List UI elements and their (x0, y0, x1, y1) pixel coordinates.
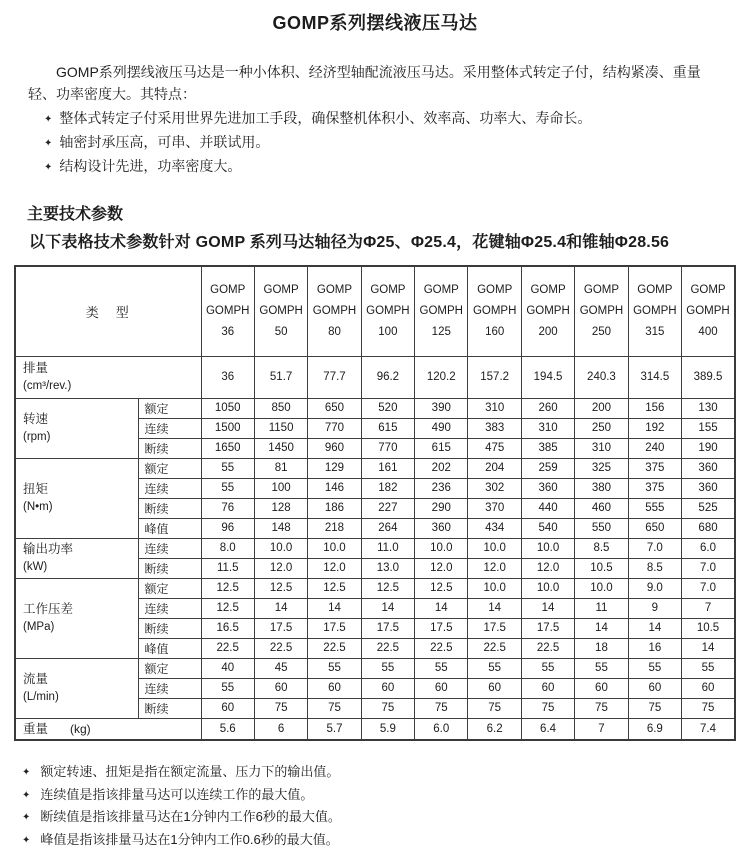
spec-value-cell: 22.5 (201, 638, 254, 658)
model-size-label: 160 (468, 322, 520, 343)
parameter-label-cell (15, 538, 138, 578)
spec-value-cell: 850 (254, 398, 307, 418)
spec-value-cell: 60 (201, 698, 254, 718)
rating-condition-cell: 额定 (138, 578, 201, 598)
spec-value-cell: 250 (575, 418, 628, 438)
spec-value-cell: 156 (628, 398, 681, 418)
spec-value-cell: 16.5 (201, 618, 254, 638)
spec-value-cell: 555 (628, 498, 681, 518)
model-series-label: GOMPH (682, 301, 734, 322)
spec-value-cell: 240 (628, 438, 681, 458)
spec-value-cell: 12.5 (254, 578, 307, 598)
type-corner-cell: 类 型 (15, 266, 201, 356)
model-series-label: GOMPH (415, 301, 467, 322)
parameter-name: 流量 (23, 670, 138, 688)
spec-value-cell: 12.5 (415, 578, 468, 598)
rating-condition-cell: 断续 (138, 698, 201, 718)
spec-value-cell: 490 (415, 418, 468, 438)
rating-condition-cell: 连续 (138, 678, 201, 698)
spec-value-cell: 75 (361, 698, 414, 718)
spec-value-cell: 310 (575, 438, 628, 458)
spec-value-cell: 55 (628, 658, 681, 678)
spec-value-cell: 55 (415, 658, 468, 678)
spec-value-cell: 310 (468, 398, 521, 418)
model-series-label: GOMPH (468, 301, 520, 322)
rating-condition-cell: 断续 (138, 438, 201, 458)
model-series-label: GOMP (308, 280, 360, 301)
spec-value-cell: 17.5 (415, 618, 468, 638)
spec-value-cell: 14 (682, 638, 735, 658)
parameter-name: 扭矩 (23, 480, 138, 498)
spec-value-cell: 45 (254, 658, 307, 678)
model-series-label: GOMPH (629, 301, 681, 322)
spec-value-cell: 11 (575, 598, 628, 618)
spec-value-cell: 310 (521, 418, 574, 438)
spec-value-cell: 7 (682, 598, 735, 618)
footnotes (22, 761, 750, 851)
spec-value-cell: 227 (361, 498, 414, 518)
spec-value-cell: 12.0 (468, 558, 521, 578)
spec-value-cell: 615 (415, 438, 468, 458)
spec-value-cell: 9 (628, 598, 681, 618)
list-item (44, 131, 720, 155)
spec-value-cell: 1450 (254, 438, 307, 458)
spec-value-cell: 10.0 (468, 578, 521, 598)
feature-text: 轴密封承压高，可串、并联试用。 (59, 134, 269, 150)
spec-value-cell: 260 (521, 398, 574, 418)
model-column-header (415, 266, 468, 356)
spec-value-cell: 10.0 (575, 578, 628, 598)
spec-value-cell: 12.0 (254, 558, 307, 578)
model-size-label: 100 (362, 322, 414, 343)
rating-condition-cell: 断续 (138, 618, 201, 638)
model-size-label: 250 (575, 322, 627, 343)
parameter-unit: (MPa) (23, 618, 138, 636)
spec-value-cell: 60 (682, 678, 735, 698)
spec-value-cell: 5.9 (361, 718, 414, 740)
parameter-unit: (cm³/rev.) (23, 377, 201, 395)
spec-value-cell: 615 (361, 418, 414, 438)
parameter-unit: (rpm) (23, 428, 138, 446)
footnote-text: 连续值是指该排量马达可以连续工作的最大值。 (40, 787, 313, 802)
model-size-label: 80 (308, 322, 360, 343)
model-series-label: GOMPH (255, 301, 307, 322)
diamond-bullet-icon: ✦ (22, 807, 30, 829)
spec-value-cell: 360 (521, 478, 574, 498)
spec-value-cell: 218 (308, 518, 361, 538)
spec-value-cell: 12.0 (415, 558, 468, 578)
spec-value-cell: 11.5 (201, 558, 254, 578)
model-size-label: 36 (202, 322, 254, 343)
table-row (15, 458, 735, 478)
spec-value-cell: 22.5 (308, 638, 361, 658)
spec-value-cell: 10.0 (415, 538, 468, 558)
spec-value-cell: 22.5 (361, 638, 414, 658)
spec-value-cell: 76 (201, 498, 254, 518)
spec-value-cell: 60 (308, 678, 361, 698)
feature-list (44, 107, 720, 179)
spec-value-cell: 7.0 (628, 538, 681, 558)
rating-condition-cell: 连续 (138, 478, 201, 498)
footnote-text: 额定转速、扭矩是指在额定流量、压力下的输出值。 (40, 764, 339, 779)
parameter-unit: (L/min) (23, 688, 138, 706)
spec-value-cell: 12.5 (361, 578, 414, 598)
spec-value-cell: 13.0 (361, 558, 414, 578)
spec-value-cell: 55 (308, 658, 361, 678)
spec-value-cell: 36 (201, 356, 254, 398)
rating-condition-cell: 额定 (138, 398, 201, 418)
rating-condition-cell: 断续 (138, 558, 201, 578)
spec-value-cell: 434 (468, 518, 521, 538)
spec-value-cell: 60 (254, 678, 307, 698)
spec-value-cell: 60 (468, 678, 521, 698)
spec-value-cell: 383 (468, 418, 521, 438)
spec-value-cell: 10.0 (521, 538, 574, 558)
spec-value-cell: 148 (254, 518, 307, 538)
spec-value-cell: 81 (254, 458, 307, 478)
spec-value-cell: 55 (361, 658, 414, 678)
spec-value-cell: 55 (521, 658, 574, 678)
table-row (15, 398, 735, 418)
spec-value-cell: 264 (361, 518, 414, 538)
model-series-label: GOMPH (202, 301, 254, 322)
spec-value-cell: 194.5 (521, 356, 574, 398)
spec-value-cell: 12.5 (201, 598, 254, 618)
spec-value-cell: 161 (361, 458, 414, 478)
spec-value-cell: 96 (201, 518, 254, 538)
spec-value-cell: 520 (361, 398, 414, 418)
model-series-label: GOMP (522, 280, 574, 301)
footnote-text: 断续值是指该排量马达在1分钟内工作6秒的最大值。 (40, 809, 340, 824)
spec-value-cell: 55 (201, 678, 254, 698)
spec-value-cell: 960 (308, 438, 361, 458)
diamond-bullet-icon: ✦ (22, 830, 30, 851)
spec-value-cell: 6.4 (521, 718, 574, 740)
rating-condition-cell: 连续 (138, 418, 201, 438)
model-size-label: 400 (682, 322, 734, 343)
parameter-name: 转速 (23, 410, 138, 428)
model-series-label: GOMPH (308, 301, 360, 322)
spec-value-cell: 155 (682, 418, 735, 438)
spec-value-cell: 120.2 (415, 356, 468, 398)
spec-value-cell: 7.0 (682, 578, 735, 598)
model-column-header (308, 266, 361, 356)
model-series-label: GOMP (362, 280, 414, 301)
table-row (15, 356, 735, 398)
parameter-label-cell (15, 398, 138, 458)
parameter-label-cell (15, 356, 201, 398)
spec-value-cell: 55 (682, 658, 735, 678)
spec-value-cell: 202 (415, 458, 468, 478)
rating-condition-cell: 连续 (138, 598, 201, 618)
spec-value-cell: 12.0 (308, 558, 361, 578)
table-row (15, 718, 735, 740)
spec-value-cell: 6.2 (468, 718, 521, 740)
model-series-label: GOMP (255, 280, 307, 301)
footnote-line (22, 829, 750, 851)
spec-value-cell: 128 (254, 498, 307, 518)
spec-value-cell: 17.5 (468, 618, 521, 638)
spec-value-cell: 6 (254, 718, 307, 740)
spec-value-cell: 550 (575, 518, 628, 538)
spec-value-cell: 190 (682, 438, 735, 458)
model-size-label: 315 (629, 322, 681, 343)
spec-value-cell: 9.0 (628, 578, 681, 598)
spec-value-cell: 314.5 (628, 356, 681, 398)
diamond-bullet-icon: ✦ (22, 785, 30, 807)
spec-value-cell: 7.0 (682, 558, 735, 578)
spec-value-cell: 11.0 (361, 538, 414, 558)
spec-value-cell: 96.2 (361, 356, 414, 398)
spec-value-cell: 10.5 (682, 618, 735, 638)
spec-value-cell: 14 (468, 598, 521, 618)
spec-value-cell: 475 (468, 438, 521, 458)
spec-value-cell: 10.0 (521, 578, 574, 598)
model-series-label: GOMPH (522, 301, 574, 322)
spec-value-cell: 75 (682, 698, 735, 718)
spec-value-cell: 55 (468, 658, 521, 678)
spec-value-cell: 182 (361, 478, 414, 498)
spec-value-cell: 360 (682, 458, 735, 478)
spec-value-cell: 60 (628, 678, 681, 698)
spec-value-cell: 14 (521, 598, 574, 618)
spec-value-cell: 770 (361, 438, 414, 458)
spec-value-cell: 60 (575, 678, 628, 698)
diamond-bullet-icon: ✦ (44, 157, 52, 179)
model-column-header (361, 266, 414, 356)
feature-text: 整体式转定子付采用世界先进加工手段，确保整机体积小、效率高、功率大、寿命长。 (59, 110, 591, 126)
spec-value-cell: 130 (682, 398, 735, 418)
parameter-label-cell (15, 458, 138, 538)
spec-value-cell: 460 (575, 498, 628, 518)
spec-value-cell: 75 (468, 698, 521, 718)
spec-value-cell: 6.9 (628, 718, 681, 740)
spec-value-cell: 5.7 (308, 718, 361, 740)
spec-value-cell: 7 (575, 718, 628, 740)
section-subtitle: 以下表格技术参数针对 GOMP 系列马达轴径为Φ25、Φ25.4，花键轴Φ25.4和锥轴Φ28.56 (29, 229, 750, 252)
page-title: GOMP系列摆线液压马达 (0, 9, 750, 35)
parameter-name: 重量 (23, 722, 48, 736)
spec-value-cell: 75 (415, 698, 468, 718)
spec-value-cell: 22.5 (468, 638, 521, 658)
spec-value-cell: 1650 (201, 438, 254, 458)
spec-value-cell: 40 (201, 658, 254, 678)
spec-value-cell: 650 (628, 518, 681, 538)
spec-value-cell: 55 (201, 458, 254, 478)
model-size-label: 125 (415, 322, 467, 343)
spec-value-cell: 525 (682, 498, 735, 518)
spec-value-cell: 1500 (201, 418, 254, 438)
spec-value-cell: 75 (521, 698, 574, 718)
spec-value-cell: 51.7 (254, 356, 307, 398)
spec-value-cell: 389.5 (682, 356, 735, 398)
parameter-name: 排量 (23, 359, 201, 377)
model-series-label: GOMP (575, 280, 627, 301)
spec-value-cell: 5.6 (201, 718, 254, 740)
rating-condition-cell: 额定 (138, 658, 201, 678)
spec-value-cell: 370 (468, 498, 521, 518)
spec-value-cell: 325 (575, 458, 628, 478)
model-series-label: GOMPH (575, 301, 627, 322)
spec-value-cell: 1150 (254, 418, 307, 438)
spec-value-cell: 7.4 (682, 718, 735, 740)
spec-value-cell: 385 (521, 438, 574, 458)
spec-value-cell: 680 (682, 518, 735, 538)
spec-value-cell: 380 (575, 478, 628, 498)
spec-value-cell: 55 (201, 478, 254, 498)
spec-value-cell: 375 (628, 478, 681, 498)
parameter-label-cell (15, 658, 138, 718)
model-series-label: GOMPH (362, 301, 414, 322)
intro-paragraph: GOMP系列摆线液压马达是一种小体积、经济型轴配流液压马达。采用整体式转定子付，结构紧凑、重量轻、功率密度大。其特点： (28, 61, 704, 105)
model-series-label: GOMP (682, 280, 734, 301)
model-series-label: GOMP (629, 280, 681, 301)
model-column-header (468, 266, 521, 356)
specifications-table (14, 265, 736, 741)
table-header-row (15, 266, 735, 356)
spec-value-cell: 75 (575, 698, 628, 718)
spec-value-cell: 16 (628, 638, 681, 658)
footnote-line (22, 784, 750, 807)
spec-value-cell: 157.2 (468, 356, 521, 398)
spec-value-cell: 22.5 (415, 638, 468, 658)
spec-value-cell: 17.5 (254, 618, 307, 638)
diamond-bullet-icon: ✦ (44, 133, 52, 155)
spec-value-cell: 375 (628, 458, 681, 478)
footnote-line (22, 806, 750, 829)
spec-value-cell: 236 (415, 478, 468, 498)
spec-value-cell: 440 (521, 498, 574, 518)
model-column-header (254, 266, 307, 356)
spec-value-cell: 60 (361, 678, 414, 698)
spec-value-cell: 12.5 (308, 578, 361, 598)
spec-value-cell: 129 (308, 458, 361, 478)
section-heading: 主要技术参数 (27, 201, 750, 224)
model-column-header (628, 266, 681, 356)
spec-value-cell: 6.0 (415, 718, 468, 740)
spec-value-cell: 186 (308, 498, 361, 518)
spec-value-cell: 290 (415, 498, 468, 518)
spec-value-cell: 200 (575, 398, 628, 418)
spec-value-cell: 10.5 (575, 558, 628, 578)
spec-value-cell: 390 (415, 398, 468, 418)
spec-value-cell: 14 (308, 598, 361, 618)
rating-condition-cell: 峰值 (138, 638, 201, 658)
spec-value-cell: 360 (415, 518, 468, 538)
parameter-name: 工作压差 (23, 600, 138, 618)
spec-value-cell: 75 (254, 698, 307, 718)
spec-value-cell: 6.0 (682, 538, 735, 558)
spec-value-cell: 192 (628, 418, 681, 438)
diamond-bullet-icon: ✦ (44, 109, 52, 131)
spec-value-cell: 77.7 (308, 356, 361, 398)
table-row (15, 658, 735, 678)
parameter-label-cell (15, 578, 138, 658)
spec-value-cell: 22.5 (254, 638, 307, 658)
model-column-header (201, 266, 254, 356)
model-size-label: 200 (522, 322, 574, 343)
model-series-label: GOMP (202, 280, 254, 301)
model-column-header (682, 266, 735, 356)
list-item (44, 155, 720, 179)
spec-value-cell: 10.0 (468, 538, 521, 558)
spec-value-cell: 22.5 (521, 638, 574, 658)
spec-value-cell: 14 (415, 598, 468, 618)
spec-value-cell: 60 (521, 678, 574, 698)
diamond-bullet-icon: ✦ (22, 762, 30, 784)
spec-value-cell: 10.0 (308, 538, 361, 558)
model-size-label: 50 (255, 322, 307, 343)
spec-value-cell: 650 (308, 398, 361, 418)
spec-value-cell: 240.3 (575, 356, 628, 398)
spec-value-cell: 1050 (201, 398, 254, 418)
footnote-line (22, 761, 750, 784)
spec-value-cell: 8.0 (201, 538, 254, 558)
model-series-label: GOMP (468, 280, 520, 301)
spec-value-cell: 14 (628, 618, 681, 638)
spec-value-cell: 10.0 (254, 538, 307, 558)
rating-condition-cell: 额定 (138, 458, 201, 478)
spec-value-cell: 60 (415, 678, 468, 698)
rating-condition-cell: 断续 (138, 498, 201, 518)
spec-value-cell: 55 (575, 658, 628, 678)
spec-value-cell: 8.5 (628, 558, 681, 578)
rating-condition-cell: 连续 (138, 538, 201, 558)
spec-value-cell: 540 (521, 518, 574, 538)
spec-value-cell: 100 (254, 478, 307, 498)
model-series-label: GOMP (415, 280, 467, 301)
spec-value-cell: 259 (521, 458, 574, 478)
spec-value-cell: 360 (682, 478, 735, 498)
model-column-header (575, 266, 628, 356)
parameter-unit: (kg) (70, 722, 91, 736)
spec-value-cell: 17.5 (521, 618, 574, 638)
parameter-unit: (kW) (23, 558, 138, 576)
spec-value-cell: 146 (308, 478, 361, 498)
spec-value-cell: 14 (575, 618, 628, 638)
spec-value-cell: 770 (308, 418, 361, 438)
spec-value-cell: 14 (254, 598, 307, 618)
feature-text: 结构设计先进，功率密度大。 (59, 158, 241, 174)
spec-value-cell: 12.0 (521, 558, 574, 578)
rating-condition-cell: 峰值 (138, 518, 201, 538)
spec-value-cell: 204 (468, 458, 521, 478)
table-row (15, 578, 735, 598)
model-column-header (521, 266, 574, 356)
footnote-text: 峰值是指该排量马达在1分钟内工作0.6秒的最大值。 (40, 832, 338, 847)
parameter-name: 输出功率 (23, 540, 138, 558)
spec-value-cell: 17.5 (308, 618, 361, 638)
parameter-label-cell (15, 718, 201, 740)
spec-value-cell: 12.5 (201, 578, 254, 598)
spec-value-cell: 75 (308, 698, 361, 718)
spec-value-cell: 14 (361, 598, 414, 618)
spec-value-cell: 18 (575, 638, 628, 658)
table-row (15, 538, 735, 558)
list-item (44, 107, 720, 131)
spec-value-cell: 17.5 (361, 618, 414, 638)
parameter-unit: (N•m) (23, 498, 138, 516)
spec-value-cell: 75 (628, 698, 681, 718)
spec-value-cell: 8.5 (575, 538, 628, 558)
spec-value-cell: 302 (468, 478, 521, 498)
